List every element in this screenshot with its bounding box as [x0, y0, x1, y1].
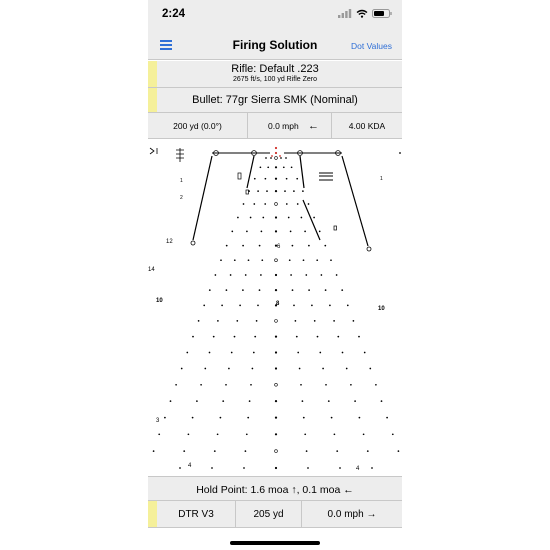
reticle-dot	[275, 450, 278, 453]
reticle-dot	[200, 384, 202, 386]
reticle-dot	[253, 352, 255, 354]
reticle-dot	[245, 274, 247, 276]
reticle-label-4-right: 4	[356, 466, 360, 472]
range-selector[interactable]: 205 yd	[236, 501, 302, 528]
reticle-selector[interactable]: DTR V3	[157, 501, 236, 528]
nav-bar	[148, 30, 402, 60]
reticle-dot	[252, 368, 254, 370]
signal-icon	[338, 9, 352, 18]
reticle-dot	[254, 336, 256, 338]
reticle-dot	[250, 217, 252, 219]
reticle-dot	[363, 433, 365, 435]
reticle-dot	[371, 467, 373, 469]
bullet-row[interactable]	[148, 88, 402, 113]
reticle-dot	[265, 157, 267, 159]
reticle-dot	[342, 352, 344, 354]
reticle-dot	[319, 231, 321, 233]
reticle-dot	[347, 305, 349, 307]
reticle-dot	[260, 274, 262, 276]
reticle-dot	[249, 400, 251, 402]
home-indicator	[230, 541, 320, 545]
reticle-label-1: 1	[180, 178, 183, 184]
reticle-dot	[297, 203, 299, 205]
reticle-dot	[304, 231, 306, 233]
reticle-dot	[275, 417, 277, 419]
reticle-label-12: 12	[166, 239, 173, 245]
reticle-dot	[266, 190, 268, 192]
reticle-dot	[308, 203, 310, 205]
reticle-drawing	[148, 140, 402, 476]
reticle-label-10-right: 10	[378, 306, 385, 312]
reticle-dot	[386, 417, 388, 419]
reticle-dot	[226, 245, 228, 247]
reticle-dot	[243, 467, 245, 469]
reticle-dot	[260, 166, 262, 168]
reticle-dot	[300, 384, 302, 386]
reticle-dot	[369, 368, 371, 370]
reticle-dot	[289, 259, 291, 261]
reticle-label-2: 2	[180, 195, 183, 201]
reticle-dot	[317, 336, 319, 338]
reticle-dot	[234, 336, 236, 338]
reticle-dot	[290, 231, 292, 233]
wifi-icon	[356, 9, 368, 18]
reticle-dot	[297, 352, 299, 354]
reticle-dot	[302, 190, 304, 192]
reticle-dot	[313, 217, 315, 219]
reticle-dot	[275, 351, 277, 353]
reticle-dot	[398, 450, 400, 452]
reticle-dot	[284, 190, 286, 192]
reticle-dot	[275, 216, 277, 218]
bottom-highlight-stripe	[148, 501, 157, 527]
reticle-dot	[275, 367, 277, 369]
reticle-dot	[265, 178, 267, 180]
reticle-dot	[237, 217, 239, 219]
reticle-dot	[250, 384, 252, 386]
reticle-dot	[242, 245, 244, 247]
reticle-dot	[275, 383, 278, 386]
reticle-dot	[246, 433, 248, 435]
reticle-dot	[328, 400, 330, 402]
page-title: Firing Solution	[232, 38, 318, 52]
reticle-dot	[275, 400, 277, 402]
reticle-dot	[358, 336, 360, 338]
reticle-dot	[392, 433, 394, 435]
reticle-dot	[243, 203, 245, 205]
reticle-label-1-right: 1	[380, 176, 383, 182]
reticle-dot	[346, 368, 348, 370]
status-icons	[338, 9, 392, 18]
reticle-dot	[288, 217, 290, 219]
reticle-dot	[301, 217, 303, 219]
reticle-dot	[179, 467, 181, 469]
rifle-row[interactable]	[148, 61, 402, 88]
reticle-dot	[305, 274, 307, 276]
reticle-dot	[198, 320, 200, 322]
reticle-dot	[275, 259, 278, 262]
reticle-label-8: 8	[276, 301, 280, 307]
reticle-dot	[275, 157, 278, 160]
reticle-dot	[203, 305, 205, 307]
reticle-dot	[304, 433, 306, 435]
reticle-dot	[248, 259, 250, 261]
reticle-dot	[215, 274, 217, 276]
status-time: 2:24	[162, 8, 186, 20]
reticle-dot	[257, 190, 259, 192]
reticle-dot	[264, 203, 266, 205]
reticle-dot	[275, 467, 277, 469]
reticle-dot	[325, 384, 327, 386]
reticle-dot	[275, 166, 277, 168]
reticle-dot	[290, 274, 292, 276]
reticle-dot	[319, 352, 321, 354]
reticle-dot	[248, 190, 250, 192]
reticle-dot	[302, 400, 304, 402]
reticle-dot	[324, 245, 326, 247]
reticle-dot	[183, 450, 185, 452]
reticle-dot	[306, 450, 308, 452]
reticle-dot	[186, 352, 188, 354]
reticle-dot	[353, 320, 355, 322]
reticle-dot	[299, 368, 301, 370]
reticle-dot	[175, 384, 177, 386]
reticle-dot	[275, 203, 278, 206]
hold-point-row	[148, 476, 402, 501]
reticle-dot	[336, 450, 338, 452]
reticle-dot	[245, 450, 247, 452]
reticle-dot	[275, 320, 278, 323]
bullet-title: Bullet: 77gr Sierra SMK (Nominal)	[192, 94, 358, 106]
reticle-dot	[331, 417, 333, 419]
reticle-dot	[381, 400, 383, 402]
reticle-view[interactable]	[148, 140, 402, 476]
reticle-dot	[261, 259, 263, 261]
reticle-dot	[217, 320, 219, 322]
reticle-dot	[214, 450, 216, 452]
reticle-dot	[367, 450, 369, 452]
reticle-dot	[247, 417, 249, 419]
reticle-dot	[314, 320, 316, 322]
reticle-dot	[239, 305, 241, 307]
reticle-dot	[217, 433, 219, 435]
hold-point-text: Hold Point: 1.6 moa ↑, 0.1 moa ←	[196, 484, 354, 496]
reticle-dot	[283, 166, 285, 168]
reticle-dot	[259, 245, 261, 247]
reticle-dot	[242, 289, 244, 291]
reticle-dot	[225, 384, 227, 386]
reticle-dot	[262, 217, 264, 219]
bottom-bar	[148, 501, 402, 528]
reticle-dot	[336, 274, 338, 276]
reticle-dot	[364, 352, 366, 354]
reticle-dot	[275, 336, 277, 338]
reticle-dot	[221, 305, 223, 307]
reticle-dot	[153, 450, 155, 452]
range-cell[interactable]: 200 yd (0.0°)	[148, 113, 248, 139]
reticle-dot	[275, 178, 277, 180]
reticle-dot	[316, 259, 318, 261]
reticle-dot	[231, 231, 233, 233]
reticle-dot	[275, 230, 277, 232]
phone-screen	[148, 0, 402, 550]
status-bar	[148, 0, 402, 30]
reticle-label-4-left: 4	[188, 463, 192, 469]
reticle-dot	[196, 400, 198, 402]
reticle-dot	[164, 417, 166, 419]
reticle-dot	[234, 259, 236, 261]
rifle-title: Rifle: Default .223	[231, 63, 319, 75]
reticle-dot	[275, 274, 277, 276]
reticle-dot	[359, 417, 361, 419]
reticle-dot	[275, 190, 277, 192]
reticle-dot	[286, 178, 288, 180]
reticle-dot	[333, 320, 335, 322]
reticle-dot	[292, 245, 294, 247]
reticle-dot	[267, 166, 269, 168]
reticle-dot	[303, 417, 305, 419]
wind-speed-value: 0.0 mph	[268, 121, 299, 131]
reticle-dot	[295, 320, 297, 322]
reticle-dot	[256, 320, 258, 322]
dot-values-button[interactable]: Dot Values	[351, 41, 392, 51]
reticle-dot	[337, 336, 339, 338]
reticle-dot	[303, 259, 305, 261]
reticle-dot	[339, 467, 341, 469]
reticle-label-3: 3	[156, 418, 160, 424]
reticle-label-10-left: 10	[156, 298, 163, 304]
reticle-dot	[213, 336, 215, 338]
reticle-dot	[329, 305, 331, 307]
reticle-dot	[170, 400, 172, 402]
reticle-dot	[341, 289, 343, 291]
reticle-dot	[275, 289, 277, 291]
reticle-dot	[325, 289, 327, 291]
reticle-dot	[220, 417, 222, 419]
reticle-dot	[261, 231, 263, 233]
reticle-label-6: 6	[277, 244, 281, 250]
reticle-dot	[321, 274, 323, 276]
reticle-dot	[181, 368, 183, 370]
reticle-dot	[254, 178, 256, 180]
reticle-dot	[204, 368, 206, 370]
reticle-dot	[311, 305, 313, 307]
battery-icon	[372, 9, 392, 18]
reticle-dot	[330, 259, 332, 261]
reticle-dot	[188, 433, 190, 435]
reticle-dot	[230, 274, 232, 276]
reticle-dot	[322, 368, 324, 370]
reticle-dot	[334, 433, 336, 435]
rifle-subtitle: 2675 ft/s, 100 yd Rifle Zero	[232, 76, 318, 83]
reticle-dot	[192, 336, 194, 338]
reticle-dot	[246, 231, 248, 233]
reticle-dot	[211, 467, 213, 469]
reticle-dot	[350, 384, 352, 386]
wind-selector[interactable]: 0.0 mph →	[327, 509, 377, 520]
reticle-dot	[296, 336, 298, 338]
reticle-dot	[286, 203, 288, 205]
reticle-dot	[293, 305, 295, 307]
reticle-dot	[259, 289, 261, 291]
reticle-dot	[220, 259, 222, 261]
reticle-dot	[285, 157, 287, 159]
reticle-dot	[308, 245, 310, 247]
reticle-dot	[375, 384, 377, 386]
reticle-dot	[209, 289, 211, 291]
wind-direction-arrow: ←	[308, 120, 319, 132]
reticle-dot	[275, 433, 277, 435]
reticle-dot	[192, 417, 194, 419]
reticle-dot	[253, 203, 255, 205]
reticle-dot	[236, 320, 238, 322]
reticle-dot	[308, 289, 310, 291]
reticle-dot	[293, 190, 295, 192]
reticle-dot	[280, 157, 282, 159]
reticle-dot	[307, 467, 309, 469]
reticle-dot	[292, 289, 294, 291]
reticle-dot	[257, 305, 259, 307]
reticle-dot	[296, 178, 298, 180]
reticle-label-14: 14	[148, 267, 155, 273]
reticle-dot	[222, 400, 224, 402]
kda-cell[interactable]: 4.00 KDA	[348, 121, 386, 131]
reticle-dot	[158, 433, 160, 435]
conditions-row	[148, 113, 402, 139]
reticle-dot	[231, 352, 233, 354]
reticle-dot	[228, 368, 230, 370]
reticle-dot	[209, 352, 211, 354]
reticle-dot	[226, 289, 228, 291]
wind-speed-cell[interactable]	[248, 113, 332, 139]
reticle-dot	[291, 166, 293, 168]
reticle-dot	[270, 157, 272, 159]
reticle-dot	[354, 400, 356, 402]
